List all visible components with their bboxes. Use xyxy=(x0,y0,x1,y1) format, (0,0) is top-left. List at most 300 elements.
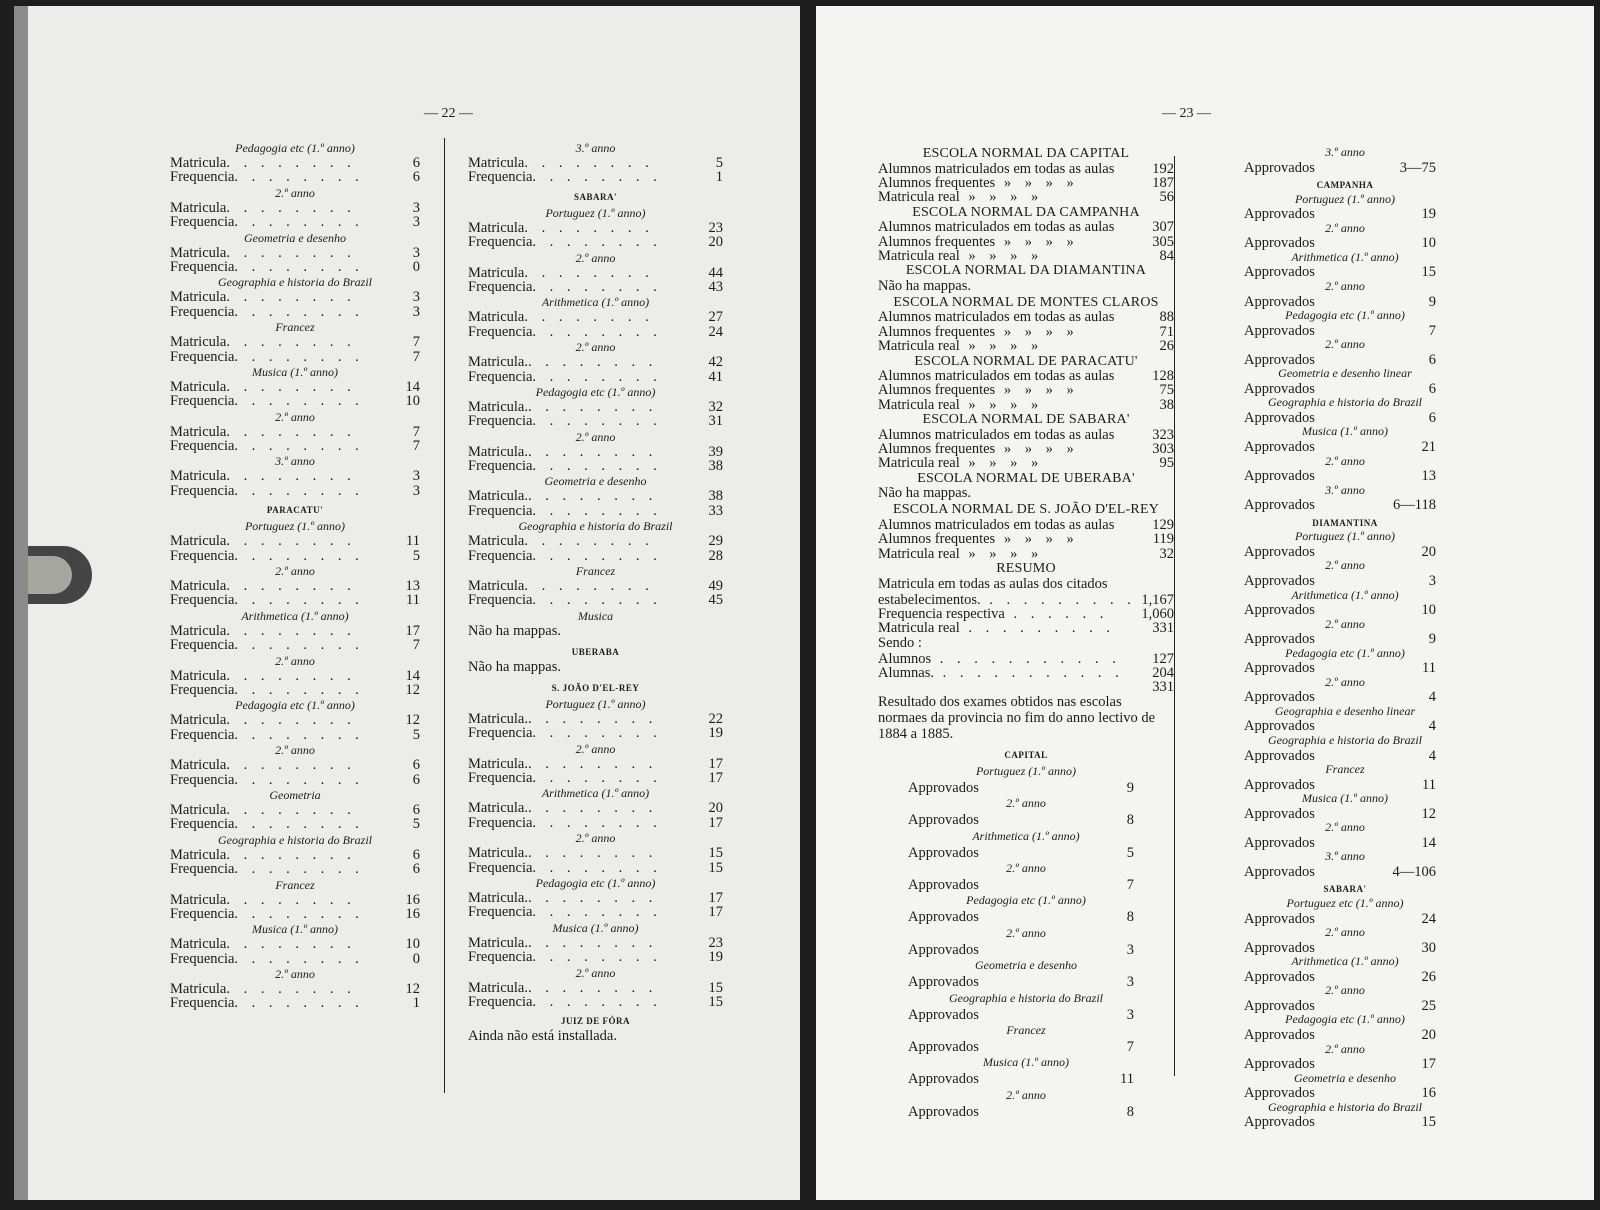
row-value: 11 xyxy=(406,533,420,550)
row-label: Approvados xyxy=(1244,631,1315,648)
row-label: Alumnos frequentes xyxy=(878,174,996,191)
leader-dots: » » » » xyxy=(995,233,1079,250)
row-label: Approvados xyxy=(908,1039,979,1055)
table-row xyxy=(468,905,723,919)
row-label: Approvados xyxy=(908,844,979,861)
row-value: 19 xyxy=(708,725,723,742)
leader-dots: » » » » xyxy=(959,247,1044,264)
leader-dots: » » » » xyxy=(995,531,1079,548)
table-row xyxy=(170,982,420,996)
left-column-1 xyxy=(170,140,420,1011)
table-row xyxy=(170,170,420,184)
school-heading: PARACATU' xyxy=(266,505,324,516)
subject-heading: Geometria e desenho linear xyxy=(1278,366,1412,381)
table-row xyxy=(170,952,420,966)
row-label: Matricula. xyxy=(468,979,528,996)
row-value: 3 xyxy=(1126,974,1134,991)
row-label: Matricula xyxy=(468,155,525,171)
leader-dots: . . . . . . . . xyxy=(226,846,356,863)
leader-dots: . . . . . . . . xyxy=(234,547,364,564)
table-row xyxy=(170,201,420,215)
row-label: Frequencia xyxy=(468,278,533,295)
leader-dots: . . . . . . . . xyxy=(528,934,658,951)
school-heading: CAPITAL xyxy=(1004,749,1048,760)
row-label: Frequencia xyxy=(468,413,533,430)
approved-row xyxy=(878,1008,1174,1022)
row-value: 5 xyxy=(1126,844,1134,861)
leader-dots: . . . . . . . . xyxy=(524,309,654,326)
row-value: 303 xyxy=(1152,441,1174,458)
approved-row xyxy=(1214,1116,1476,1130)
leader-dots: . . . . . . . . xyxy=(234,214,364,231)
row-value: 127 xyxy=(1152,650,1174,667)
leader-dots: . . . . . . . . xyxy=(226,199,356,216)
leader-dots: » » » » xyxy=(959,396,1044,413)
row-value: 84 xyxy=(1159,247,1174,264)
school-heading: JUIZ DE FÓRA xyxy=(560,1016,630,1027)
approved-row xyxy=(1214,575,1476,589)
row-label: Matricula xyxy=(170,155,227,171)
approved-row xyxy=(1214,776,1476,793)
row-label: Approvados xyxy=(1244,439,1315,456)
row-value: 39 xyxy=(708,443,723,460)
subject-heading: 2.º anno xyxy=(1006,796,1046,811)
leader-dots: . . . . . . . . xyxy=(532,458,662,475)
row-label: Approvados xyxy=(1244,747,1315,764)
row-label: Matricula xyxy=(170,578,227,595)
approved-row xyxy=(1214,910,1476,927)
approved-row xyxy=(1214,208,1476,222)
leader-dots: . . . . . . . . xyxy=(234,861,364,878)
row-value: 22 xyxy=(708,710,723,727)
table-row xyxy=(468,593,723,607)
approved-row xyxy=(1214,293,1476,310)
row-label: Approvados xyxy=(908,909,979,926)
row-value: 3 xyxy=(1126,941,1134,958)
row-value: 1 xyxy=(715,169,723,186)
row-label: Frequencia xyxy=(170,393,235,410)
approved-row xyxy=(878,878,1174,892)
table-row xyxy=(170,937,420,951)
row-label: Alumnas. xyxy=(878,665,934,682)
row-value: 8 xyxy=(1126,1103,1134,1120)
table-row xyxy=(468,757,723,771)
leader-dots: . . . . . . . . xyxy=(532,234,662,251)
leader-dots: . . . . . . . . xyxy=(524,533,654,550)
leader-dots: . . . . . . . . xyxy=(234,169,364,186)
row-value: 4 xyxy=(1428,747,1436,764)
row-value: 17 xyxy=(708,769,723,786)
subject-heading: Arithmetica (1.º anno) xyxy=(541,786,650,801)
approved-row xyxy=(1214,470,1476,484)
table-row xyxy=(468,534,723,548)
row-value: 17 xyxy=(708,904,723,921)
row-label: Frequencia xyxy=(468,769,533,786)
table-row xyxy=(468,414,723,428)
row-label: Frequencia respectiva xyxy=(878,605,1005,622)
leader-dots: . . . . . . . . . . . xyxy=(933,665,1124,682)
row-label: Frequencia xyxy=(468,725,533,742)
row-value: 3 xyxy=(412,244,420,261)
leader-dots: . . . . . . . . xyxy=(234,637,364,654)
row-label: Approvados xyxy=(1244,497,1315,514)
row-value: 323 xyxy=(1152,426,1174,443)
row-value: 24 xyxy=(1421,910,1436,927)
row-value: 11 xyxy=(406,592,420,609)
leader-dots: . . . . . . . . xyxy=(226,244,356,261)
leader-dots: . . . . . . . . xyxy=(226,981,356,998)
subject-heading: Geographia e desenho linear xyxy=(1274,703,1416,718)
row-value: 1,060 xyxy=(1141,605,1174,622)
table-row xyxy=(170,758,420,772)
column-rule xyxy=(1174,156,1175,1076)
leader-dots: . . . . . . . . xyxy=(234,393,364,410)
leader-dots: . . . . . . . . xyxy=(528,800,658,817)
row-value: 5 xyxy=(412,726,420,743)
row-value: 32 xyxy=(708,398,723,415)
row-value: 305 xyxy=(1152,233,1174,250)
subject-heading: 3.º anno xyxy=(1325,482,1365,497)
subject-heading: Pedagogia etc (1.º anno) xyxy=(966,893,1086,908)
leader-dots: . . . . . . . . xyxy=(532,949,662,966)
subject-heading: Francez xyxy=(275,320,315,335)
leader-dots: . . . . . . . . xyxy=(532,993,662,1010)
row-value: 5 xyxy=(715,155,723,171)
leader-dots: . . . . . . . . xyxy=(528,710,658,727)
row-value: 7 xyxy=(412,334,420,351)
row-label: Frequencia xyxy=(170,771,235,788)
paragraph-line: Não ha mappas. xyxy=(878,277,972,294)
row-value: 0 xyxy=(412,258,420,275)
row-value: 5 xyxy=(412,547,420,564)
approved-row xyxy=(1214,1058,1476,1072)
leader-dots: . . . . . . . . xyxy=(524,155,654,171)
leader-dots: . . . . . . . . xyxy=(234,726,364,743)
row-value: 9 xyxy=(1126,779,1134,796)
approved-row xyxy=(1214,441,1476,455)
table-row xyxy=(170,728,420,742)
row-value: 9 xyxy=(1428,293,1436,310)
row-label: Approvados xyxy=(1244,159,1315,176)
subject-heading: 2.º anno xyxy=(575,250,616,265)
row-label: Matricula xyxy=(170,244,227,261)
row-value: 3 xyxy=(412,289,420,306)
approved-row xyxy=(1214,1087,1476,1101)
leader-dots: . . . . . . . . xyxy=(226,936,356,953)
row-label: Alumnos matriculados em todas as aulas xyxy=(878,219,1115,236)
row-label: Approvados xyxy=(1244,293,1315,310)
row-label: Approvados xyxy=(908,812,979,829)
subject-heading: 2.º anno xyxy=(1325,820,1365,835)
column-rule xyxy=(444,138,445,1093)
leader-dots: . . . . . . . . xyxy=(226,423,356,440)
leader-dots: . . . . . . . . xyxy=(226,578,356,595)
subject-heading: 2.º anno xyxy=(1006,925,1046,940)
leader-dots: . . . . . . . . xyxy=(234,303,364,320)
row-label: Matricula real xyxy=(878,545,960,562)
section-title: ESCOLA NORMAL DE SABARA' xyxy=(922,412,1130,428)
row-value: 29 xyxy=(708,533,723,550)
row-label: Matricula xyxy=(468,219,525,236)
row-value: 1 xyxy=(412,995,420,1012)
row-value: 3 xyxy=(412,303,420,320)
leader-dots: . . . . . . . . . xyxy=(959,620,1115,637)
leader-dots: . . . . . . . . xyxy=(524,264,654,281)
row-value: 56 xyxy=(1159,189,1174,206)
subject-heading: Geographia e historia do Brazil xyxy=(1267,395,1422,410)
row-label: Frequencia xyxy=(170,169,235,186)
subject-heading: 2.º anno xyxy=(575,429,616,444)
row-value: 7 xyxy=(1126,1039,1134,1055)
table-row xyxy=(878,162,1174,176)
row-label: Matricula. xyxy=(468,354,528,371)
subject-heading: 2.º anno xyxy=(575,831,616,846)
approved-row xyxy=(1214,604,1476,618)
row-label: Matricula real xyxy=(878,189,960,206)
row-label: Frequencia xyxy=(170,258,235,275)
row-label: Approvados xyxy=(1244,834,1315,851)
row-value: 15 xyxy=(1421,264,1436,281)
row-value: 19 xyxy=(1421,206,1436,223)
table-row xyxy=(468,370,723,384)
subject-heading: Musica (1.º anno) xyxy=(1301,424,1389,439)
row-value: 12 xyxy=(405,681,420,698)
row-value: 187 xyxy=(1152,174,1174,191)
row-label: Alumnos matriculados em todas as aulas xyxy=(878,160,1115,177)
leader-dots: » » » » xyxy=(959,338,1044,355)
row-label: Approvados xyxy=(908,779,979,796)
table-row xyxy=(878,532,1174,546)
row-label: Frequencia xyxy=(468,234,533,251)
leader-dots: . . . . . . . . xyxy=(532,814,662,831)
leader-dots: . . . . . . . . xyxy=(234,816,364,833)
subject-heading: 2.º anno xyxy=(1325,674,1365,689)
row-value: 3 xyxy=(412,482,420,499)
row-value: 17 xyxy=(708,814,723,831)
row-label: Approvados xyxy=(1244,997,1315,1014)
row-value: 6 xyxy=(412,846,420,863)
row-value: 6 xyxy=(1428,409,1436,426)
row-label: Frequencia xyxy=(468,904,533,921)
table-row xyxy=(878,680,1174,694)
table-row xyxy=(878,176,1174,190)
row-label: Approvados xyxy=(908,941,979,958)
row-label: Approvados xyxy=(1244,264,1315,281)
table-row xyxy=(468,310,723,324)
table-row xyxy=(878,369,1174,383)
school-heading: CAMPANHA xyxy=(1316,180,1374,191)
subject-heading: Arithmetica (1.º anno) xyxy=(1291,249,1399,264)
row-value: 192 xyxy=(1152,160,1174,177)
school-heading: S. JOÃO D'EL-REY xyxy=(551,682,640,693)
row-value: 30 xyxy=(1421,939,1436,956)
section-title: ESCOLA NORMAL DA CAMPANHA xyxy=(912,204,1140,220)
approved-row xyxy=(1214,863,1476,880)
row-label: Frequencia xyxy=(468,323,533,340)
subject-heading: Arithmetica (1.º anno) xyxy=(1291,954,1399,969)
row-label: Frequencia xyxy=(170,726,235,743)
leader-dots: . . . . . . . . xyxy=(532,169,662,186)
subject-heading: 3.º anno xyxy=(275,454,315,469)
subject-heading: Pedagogia etc (1.º anno) xyxy=(1285,645,1405,660)
subject-heading: 3.º anno xyxy=(575,141,616,155)
approved-row xyxy=(878,781,1174,795)
table-row xyxy=(468,936,723,950)
section-title: RESUMO xyxy=(996,561,1056,577)
row-label: Matricula xyxy=(170,423,227,440)
table-row xyxy=(468,801,723,815)
leader-dots: . . . . . . . . xyxy=(234,905,364,922)
row-label: Frequencia xyxy=(468,949,533,966)
leader-dots: . . . . . . . . xyxy=(532,769,662,786)
leader-dots: . . . . . . . . xyxy=(528,443,658,460)
table-row xyxy=(170,549,420,563)
row-label: Approvados xyxy=(1244,689,1315,706)
row-label: Approvados xyxy=(1244,206,1315,223)
row-label: Alumnos matriculados em todas as aulas xyxy=(878,309,1115,326)
paragraph-line: Não ha mappas. xyxy=(468,658,562,675)
subject-heading: 2.º anno xyxy=(575,741,616,756)
row-label: Approvados xyxy=(1244,380,1315,397)
row-label: Matricula. xyxy=(468,800,528,817)
row-label: Approvados xyxy=(1244,718,1315,735)
row-label: Matricula xyxy=(170,622,227,639)
table-row xyxy=(878,383,1174,397)
table-row xyxy=(170,439,420,453)
table-row xyxy=(170,848,420,862)
row-value: 11 xyxy=(1422,776,1436,793)
row-value: 15 xyxy=(1421,1114,1436,1131)
table-row xyxy=(468,266,723,280)
row-label: Frequencia xyxy=(170,214,235,231)
row-value: 75 xyxy=(1159,382,1174,399)
row-value: 8 xyxy=(1126,909,1134,926)
subject-heading: 2.º anno xyxy=(1325,558,1365,573)
row-label: Matricula xyxy=(468,578,525,595)
subject-heading: 2.º anno xyxy=(1325,1041,1365,1056)
table-row xyxy=(468,846,723,860)
row-value: 0 xyxy=(412,950,420,967)
row-label: Approvados xyxy=(908,974,979,991)
row-value: 11 xyxy=(1422,660,1436,677)
table-row xyxy=(170,817,420,831)
approved-row xyxy=(1214,380,1476,397)
row-label: Frequencia xyxy=(170,681,235,698)
table-row xyxy=(170,484,420,498)
row-value: 15 xyxy=(708,845,723,862)
leader-dots: . . . . . . . . . xyxy=(980,591,1136,608)
row-value: 23 xyxy=(708,934,723,951)
leader-dots: » » » » xyxy=(995,174,1079,191)
subject-heading: Portuguez (1.º anno) xyxy=(1294,191,1396,206)
row-value: 10 xyxy=(1421,235,1436,252)
subject-heading: Geometria e desenho xyxy=(244,230,346,245)
leader-dots: . . . . . . . . xyxy=(226,378,356,395)
row-label: Alumnos matriculados em todas as aulas xyxy=(878,368,1115,385)
approved-row xyxy=(1214,499,1476,513)
table-row xyxy=(878,666,1174,680)
approved-row xyxy=(1214,237,1476,251)
table-row xyxy=(170,803,420,817)
table-row xyxy=(170,335,420,349)
section-title: ESCOLA NORMAL DE S. JOÃO D'EL-REY xyxy=(892,502,1160,518)
row-value: 204 xyxy=(1152,665,1174,682)
leader-dots: . . . . . . . . xyxy=(234,258,364,275)
table-row xyxy=(170,624,420,638)
row-label: Approvados xyxy=(1244,468,1315,485)
row-label: Matricula. xyxy=(468,889,528,906)
row-value: 3—75 xyxy=(1399,159,1436,176)
subject-heading: Pedagogia etc (1.º anno) xyxy=(535,875,656,890)
page-number-left: — 22 — xyxy=(424,106,473,121)
subject-heading: 2.º anno xyxy=(1006,861,1046,876)
table-row xyxy=(878,398,1174,412)
table-row xyxy=(468,891,723,905)
row-label: Matricula. xyxy=(468,488,528,505)
table-row xyxy=(170,683,420,697)
row-label: Approvados xyxy=(1244,660,1315,677)
school-heading: DIAMANTINA xyxy=(1312,517,1378,528)
subject-heading: Arithmetica (1.º anno) xyxy=(972,828,1080,843)
subject-heading: 2.º anno xyxy=(1325,925,1365,940)
row-value: 88 xyxy=(1159,309,1174,326)
leader-dots: . . . . . . . . xyxy=(528,488,658,505)
row-label: Matricula. xyxy=(468,755,528,772)
approved-row xyxy=(1214,543,1476,560)
leader-dots: . . . . . . . . xyxy=(524,219,654,236)
subject-heading: Portuguez etc (1.º anno) xyxy=(1286,896,1404,911)
table-row xyxy=(468,235,723,249)
table-row xyxy=(468,995,723,1009)
subject-heading: Arithmetica (1.º anno) xyxy=(541,295,650,310)
approved-row xyxy=(878,910,1174,924)
subject-heading: 2.º anno xyxy=(1325,983,1365,998)
table-row xyxy=(468,221,723,235)
table-row xyxy=(170,394,420,408)
leader-dots: . . . . . . . . xyxy=(226,891,356,908)
row-value: 6 xyxy=(1428,351,1436,368)
row-label: Matricula real xyxy=(878,247,960,264)
row-label: Frequencia xyxy=(170,303,235,320)
row-label: Matricula xyxy=(468,309,525,326)
leader-dots: . . . . . . . . xyxy=(226,712,356,729)
subject-heading: 2.º anno xyxy=(1325,616,1365,631)
row-label: Matricula. xyxy=(468,398,528,415)
row-value: 16 xyxy=(405,905,420,922)
row-value: 14 xyxy=(405,378,420,395)
leader-dots: . . . . . . . . xyxy=(528,845,658,862)
row-label: Matricula xyxy=(170,199,227,216)
subject-heading: Pedagogia etc (1.º anno) xyxy=(1285,308,1405,323)
leader-dots: . . . . . . . . xyxy=(532,278,662,295)
row-value: 119 xyxy=(1152,531,1174,548)
row-label: Frequencia xyxy=(468,169,533,186)
row-value: 6 xyxy=(412,169,420,186)
row-value: 11 xyxy=(1120,1071,1134,1088)
row-value: 17 xyxy=(708,889,723,906)
row-value: 32 xyxy=(1159,545,1174,562)
row-label: Matricula xyxy=(170,712,227,729)
left-page xyxy=(14,6,800,1200)
table-row xyxy=(170,305,420,319)
table-row xyxy=(170,469,420,483)
row-value: 17 xyxy=(405,622,420,639)
table-row xyxy=(468,459,723,473)
row-value: 95 xyxy=(1159,455,1174,472)
row-label: Frequencia xyxy=(170,482,235,499)
table-row xyxy=(170,425,420,439)
table-row xyxy=(878,456,1174,470)
